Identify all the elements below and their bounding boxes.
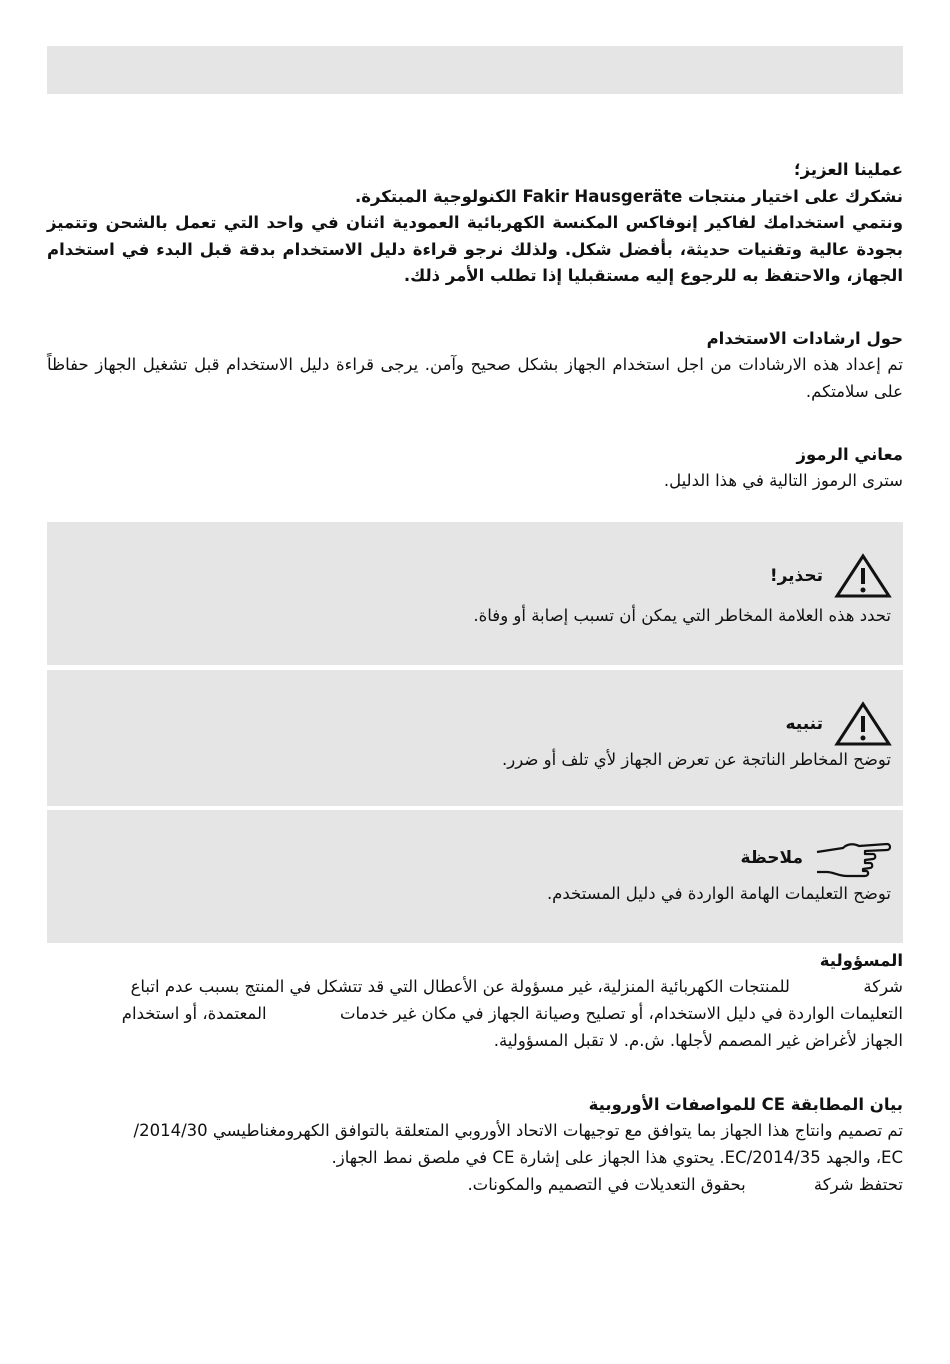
intro-paragraph: ونتمي استخدامك لفاكير إنوفاكس المكنسة الكهربائية العمودية اثنان في واحد التي تعمل بالشحن وتتميز بجودة عالية وتقنيات حديثة، بأفضل شكل. ولذلك نرجو قراءة دليل الاستخدام بدقة قبل البدء في استخدام الجهاز، والاحتفظ به للرجوع إليه مستقبليا إذا تطلب الأمر ذلك. (47, 213, 903, 285)
caution-text: توضح المخاطر الناتجة عن تعرض الجهاز لأي تلف أو ضرر. (502, 750, 891, 769)
intro-section (47, 157, 903, 290)
responsibility-section (47, 949, 903, 1054)
ce-line-3: تحتفظ شركة بحقوق التعديلات في التصميم والمكونات. (467, 1175, 903, 1194)
note-label: ملاحظة (740, 848, 803, 868)
pointing-hand-icon (813, 838, 893, 878)
responsibility-title: المسؤولية (819, 951, 903, 970)
caution-triangle-icon (833, 700, 893, 748)
ce-line-1: تم تصميم وانتاج هذا الجهاز بما يتوافق مع توجيهات الاتحاد الأوروبي المتعلقة بالتوافق الكهرومغناطيسي 2014/30/ (133, 1121, 903, 1140)
greeting: عملينا العزيز؛ (794, 160, 903, 179)
note-box (47, 810, 903, 943)
about-section (47, 327, 903, 405)
caution-box (47, 670, 903, 806)
about-title: حول ارشادات الاستخدام (706, 329, 903, 348)
note-text: توضح التعليمات الهامة الواردة في دليل المستخدم. (546, 884, 891, 903)
about-body: تم إعداد هذه الارشادات من اجل استخدام الجهاز بشكل صحيح وآمن. يرجى قراءة دليل الاستخدام قبل تشغيل الجهاز حفاظاً على سلامتكم. (47, 355, 903, 401)
symbols-title: معاني الرموز (796, 445, 903, 464)
warning-triangle-icon (833, 552, 893, 600)
ce-line-2: EC، والجهد EC/2014/35. يحتوي هذا الجهاز على إشارة CE في ملصق نمط الجهاز. (331, 1148, 903, 1167)
ce-title: بيان المطابقة CE للمواصفات الأوروبية (588, 1095, 903, 1114)
symbols-body: سترى الرموز التالية في هذا الدليل. (663, 471, 903, 490)
warning-box (47, 522, 903, 665)
responsibility-line-2: التعليمات الواردة في دليل الاستخدام، أو تصليح وصيانة الجهاز في مكان غير خدمات المعتمدة، أو استخدام (121, 1004, 903, 1023)
responsibility-line-3: الجهاز لأغراض غير المصمم لأجلها. ش.م. لا تقبل المسؤولية. (493, 1031, 903, 1050)
caution-label: تنبيه (785, 714, 823, 734)
symbols-section (47, 443, 903, 494)
ce-section (47, 1093, 903, 1198)
warning-text: تحدد هذه العلامة المخاطر التي يمكن أن تسبب إصابة أو وفاة. (473, 606, 891, 625)
thanks-line: نشكرك على اختيار منتجات Fakir Hausgeräte الكنولوجية المبتكرة. (355, 186, 903, 206)
warning-label: تحذير! (769, 566, 823, 586)
responsibility-line-1: شركة للمنتجات الكهربائية المنزلية، غير مسؤولة عن الأعطال التي قد تتشكل في المنتج بسبب عدم اتباع (130, 977, 903, 996)
header-bar (47, 46, 903, 94)
